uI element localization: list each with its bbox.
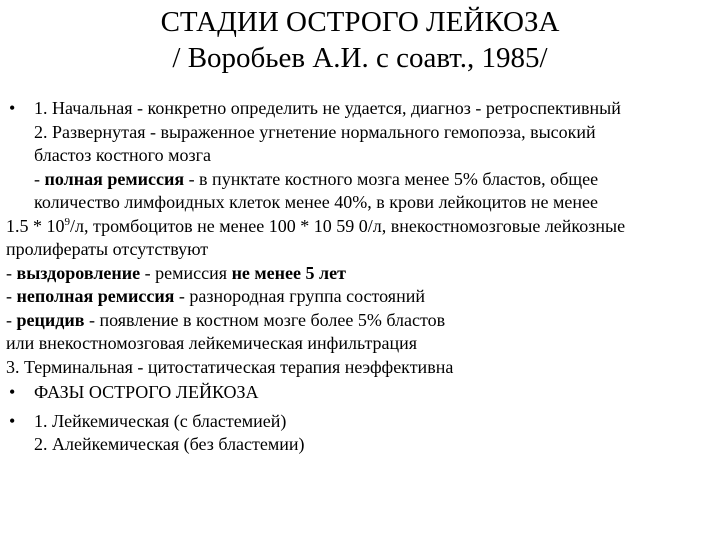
phase-item-1-row: [0, 410, 716, 434]
relapse-term: рецидив: [16, 309, 85, 330]
remission-text-2: количество лимфоидных клеток менее 40%, в крови лейкоцитов не менее: [34, 192, 599, 212]
stage-advanced-text-1: 2. Развернутая - выраженное угнетение нормального гемопоэза, высокий: [34, 121, 596, 142]
bullet-icon: •: [9, 98, 16, 118]
phase-item-2: 2. Алейкемическая (без бластемии): [34, 434, 305, 454]
recovery-term: выздоровление: [16, 262, 141, 283]
relapse-text-2: или внекостномозговая лейкемическая инфильтрация: [6, 333, 418, 353]
partial-text: - разнородная группа состояний: [174, 286, 425, 306]
stage-initial-row: [0, 97, 716, 121]
bullet-icon: •: [9, 382, 16, 402]
stage-advanced-text-2: бластоз костного мозга: [34, 145, 211, 165]
title-line-2: / Воробьев А.И. с соавт., 1985/: [172, 42, 548, 74]
relapse-prefix: -: [6, 309, 17, 330]
stage-advanced-row-1: [0, 121, 716, 145]
partial-prefix: -: [6, 286, 17, 306]
terminal-text: 3. Терминальная - цитостатическая терапия неэффективна: [6, 356, 454, 377]
title-line-1: СТАДИИ ОСТРОГО ЛЕЙКОЗА: [160, 6, 560, 38]
remission-row-4: [0, 238, 716, 262]
remission-text-3b: /л, тромбоцитов не менее 100 * 10 59 0/л, внекостномозговые лейкозные: [70, 215, 626, 236]
terminal-row: [0, 356, 716, 380]
relapse-row: [0, 309, 716, 333]
phases-heading: ФАЗЫ ОСТРОГО ЛЕЙКОЗА: [34, 382, 259, 402]
recovery-prefix: -: [6, 262, 17, 283]
remission-row-2: [0, 191, 716, 215]
phases-heading-row: [0, 381, 716, 405]
relapse-text: - появление в костном мозге более 5% бластов: [84, 309, 446, 330]
stage-initial-text: 1. Начальная - конкретно определить не удается, диагноз - ретроспективный: [34, 98, 621, 118]
remission-text-1: - в пунктате костного мозга менее 5% бластов, общее: [184, 168, 599, 189]
bullet-icon: •: [9, 410, 16, 431]
remission-term: полная ремиссия: [44, 168, 185, 189]
remission-row-3: [0, 215, 716, 239]
relapse-row-2: [0, 332, 716, 356]
recovery-row: [0, 262, 716, 286]
remission-text-4: пролифераты отсутствуют: [6, 239, 209, 259]
recovery-term-2: не менее 5 лет: [231, 262, 346, 283]
partial-term: неполная ремиссия: [16, 286, 175, 306]
phase-item-2-row: [0, 433, 716, 457]
recovery-mid: - ремиссия: [140, 262, 232, 283]
phase-item-1: 1. Лейкемическая (с бластемией): [34, 410, 287, 431]
remission-row-1: [0, 168, 716, 192]
stage-advanced-row-2: [0, 144, 716, 168]
remission-text-3a: 1.5 * 10: [6, 215, 65, 236]
slide-title: [0, 4, 720, 76]
remission-prefix: -: [34, 168, 45, 189]
remission-exponent: 9: [64, 215, 70, 228]
slide-body: [0, 97, 716, 457]
partial-remission-row: [0, 285, 716, 309]
